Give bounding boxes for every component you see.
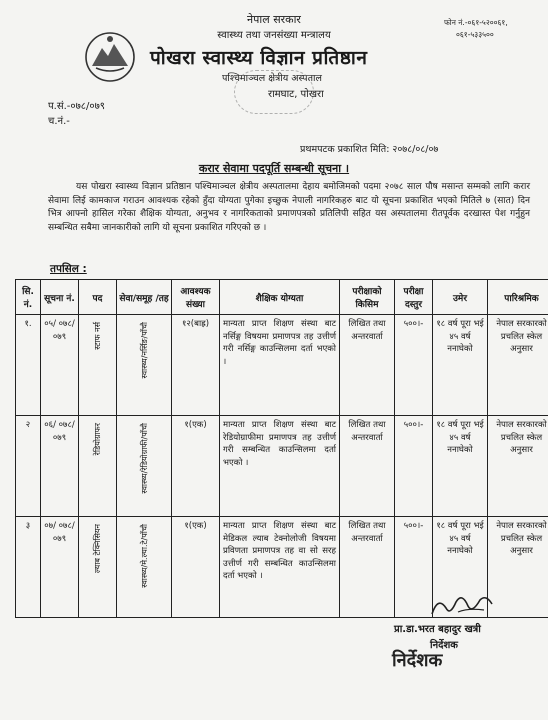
col-age: उमेर bbox=[433, 280, 488, 315]
cell-service bbox=[117, 517, 172, 618]
cell-notice-no: ०६/ ०७८/ ०७९ bbox=[41, 416, 79, 517]
cell-age: १८ वर्ष पूरा भई ४५ वर्ष ननाघेको bbox=[433, 315, 488, 416]
col-sn: सि. नं. bbox=[16, 280, 41, 315]
qualification-text: मान्यता प्राप्त शिक्षण संस्था बाट मेडिकल ल्याब टेक्नोलोजी विषयमा प्रविणता प्रमाणपत्र तह वा सो सरह उत्तीर्ण गरी सम्बन्धित काउन्सिलमा दर्ता भएको । bbox=[223, 521, 336, 581]
signatory-designation: निर्देशक bbox=[430, 640, 458, 651]
cell-count: १२(बाह्र) bbox=[172, 315, 220, 416]
cell-exam-type: लिखित तथा अन्तरवार्ता bbox=[340, 517, 395, 618]
notice-body: यस पोखरा स्वास्थ्य विज्ञान प्रतिष्ठान पश्चिमाञ्चल क्षेत्रीय अस्पतालमा देहाय बमोजिमको पदमा २०७८ साल पौष मसान्त सम्मको लागि करार सेवामा लिई कामकाज गराउन आवश्यक रहेको हुँदा योग्यता पुगेका इच्छुक नेपाली नागरिकहरु बाट यो सूचना प्रकाशित भएको मितिले ७ (सात) दिन भित्र आफ्नो हासिल गरेका शैक्षिक योग्यता, अनुभव र नागरिकताको प्रमाणपत्रको प्रतिलिपी सहित यस अस्पतालमा रीतपूर्वक दरखास्त पेश गर्नुहुन सम्बन्धित सबैमा जानकारीको लागि यो सूचना प्रकाशित गरिएको छ । bbox=[48, 182, 530, 233]
notice-title: करार सेवामा पदपूर्ति सम्बन्धी सूचना । bbox=[198, 162, 350, 175]
col-service: सेवा/समूह /तह bbox=[117, 280, 172, 315]
cell-service bbox=[117, 416, 172, 517]
cell-age: १८ वर्ष पूरा भई ४५ वर्ष ननाघेको bbox=[433, 517, 488, 618]
post-label: रेडियोग्राफर bbox=[93, 423, 102, 456]
dispatch-number: च.नं.- bbox=[48, 116, 70, 127]
cell-count: १(एक) bbox=[172, 416, 220, 517]
cell-salary: नेपाल सरकारको प्रचलित स्केल अनुसार bbox=[488, 416, 548, 517]
service-label: स्वास्थ्य/रेडियोग्राफी/पाँचौ bbox=[139, 423, 149, 494]
service-label: स्वास्थ्य/नर्सिङ/पाँचौ bbox=[139, 322, 149, 379]
cell-notice-no: ०५/ ०७८/ ०७९ bbox=[41, 315, 79, 416]
table-row bbox=[16, 416, 548, 517]
cell-notice-no: ०७/ ०७८/ ०७९ bbox=[41, 517, 79, 618]
cell-post bbox=[79, 315, 117, 416]
col-salary: पारिश्रमिक bbox=[488, 280, 548, 315]
cell-exam-type: लिखित तथा अन्तरवार्ता bbox=[340, 416, 395, 517]
cell-qualification bbox=[220, 517, 340, 618]
phone-line-2: ०६१-५३३५०० bbox=[456, 30, 494, 39]
cell-age: १८ वर्ष पूरा भई ४५ वर्ष ननाघेको bbox=[433, 416, 488, 517]
hospital-name: पश्चिमाञ्चल क्षेत्रीय अस्पताल bbox=[222, 73, 322, 84]
vacancy-table bbox=[15, 279, 548, 618]
col-exam-fee: परीक्षा दस्तुर bbox=[395, 280, 433, 315]
cell-sn: ३ bbox=[16, 517, 41, 618]
qualification-text: मान्यता प्राप्त शिक्षण संस्था बाट नर्सिङ्ग विषयमा प्रमाणपत्र तह उत्तीर्ण गरी नर्सिङ्ग काउन्सिलमा दर्ता भएको । bbox=[223, 319, 336, 367]
cell-exam-fee: ५००।- bbox=[395, 315, 433, 416]
ministry-name: स्वास्थ्य तथा जनसंख्या मन्त्रालय bbox=[217, 30, 331, 41]
reference-number: प.सं.-०७८/०७९ bbox=[48, 101, 105, 112]
service-label: स्वास्थ्य/मे.ल्या.टे/पाँचौ bbox=[139, 524, 149, 588]
cell-salary: नेपाल सरकारको प्रचलित स्केल अनुसार bbox=[488, 517, 548, 618]
cell-post bbox=[79, 517, 117, 618]
nepal-emblem-logo bbox=[84, 30, 136, 84]
col-count: आवश्यक संख्या bbox=[172, 280, 220, 315]
col-notice-no: सूचना नं. bbox=[41, 280, 79, 315]
government-name: नेपाल सरकार bbox=[247, 13, 301, 26]
cell-service bbox=[117, 315, 172, 416]
table-header-row bbox=[16, 280, 548, 315]
cell-exam-fee: ५००।- bbox=[395, 517, 433, 618]
handwritten-signature bbox=[428, 590, 498, 622]
cell-post bbox=[79, 416, 117, 517]
publish-date: प्रथमपटक प्रकाशित मिति: २०७८/०८/०७ bbox=[300, 144, 439, 155]
designation-stamp: निर्देशक bbox=[392, 650, 443, 671]
table-row bbox=[16, 315, 548, 416]
cell-exam-fee: ५००।- bbox=[395, 416, 433, 517]
institution-name: पोखरा स्वास्थ्य विज्ञान प्रतिष्ठान bbox=[150, 47, 368, 69]
cell-count: १(एक) bbox=[172, 517, 220, 618]
col-exam-type: परीक्षाको किसिम bbox=[340, 280, 395, 315]
col-qualification: शैक्षिक योग्यता bbox=[220, 280, 340, 315]
cell-exam-type: लिखित तथा अन्तरवार्ता bbox=[340, 315, 395, 416]
post-label: स्टाफ नर्स bbox=[93, 322, 102, 350]
qualification-text: मान्यता प्राप्त शिक्षण संस्था बाट रेडियोग्राफीमा प्रमाणपत्र तह उत्तीर्ण गरी सम्बन्धित काउन्सिलमा दर्ता भएको । bbox=[223, 420, 336, 468]
cell-qualification bbox=[220, 315, 340, 416]
phone-numbers bbox=[444, 17, 544, 41]
cell-salary: नेपाल सरकारको प्रचलित स्केल अनुसार bbox=[488, 315, 548, 416]
phone-line-1: फोन नं.-०६१-५२००६१, bbox=[444, 18, 508, 27]
col-post: पद bbox=[79, 280, 117, 315]
cell-sn: १. bbox=[16, 315, 41, 416]
details-heading: तपसिल : bbox=[50, 263, 87, 275]
cell-qualification bbox=[220, 416, 340, 517]
address: रामघाट, पोखरा bbox=[268, 89, 324, 100]
signatory-name: प्रा.डा.भरत बहादुर खत्री bbox=[394, 624, 481, 635]
post-label: ल्याब टेक्निसियन bbox=[93, 524, 102, 573]
cell-sn: २ bbox=[16, 416, 41, 517]
